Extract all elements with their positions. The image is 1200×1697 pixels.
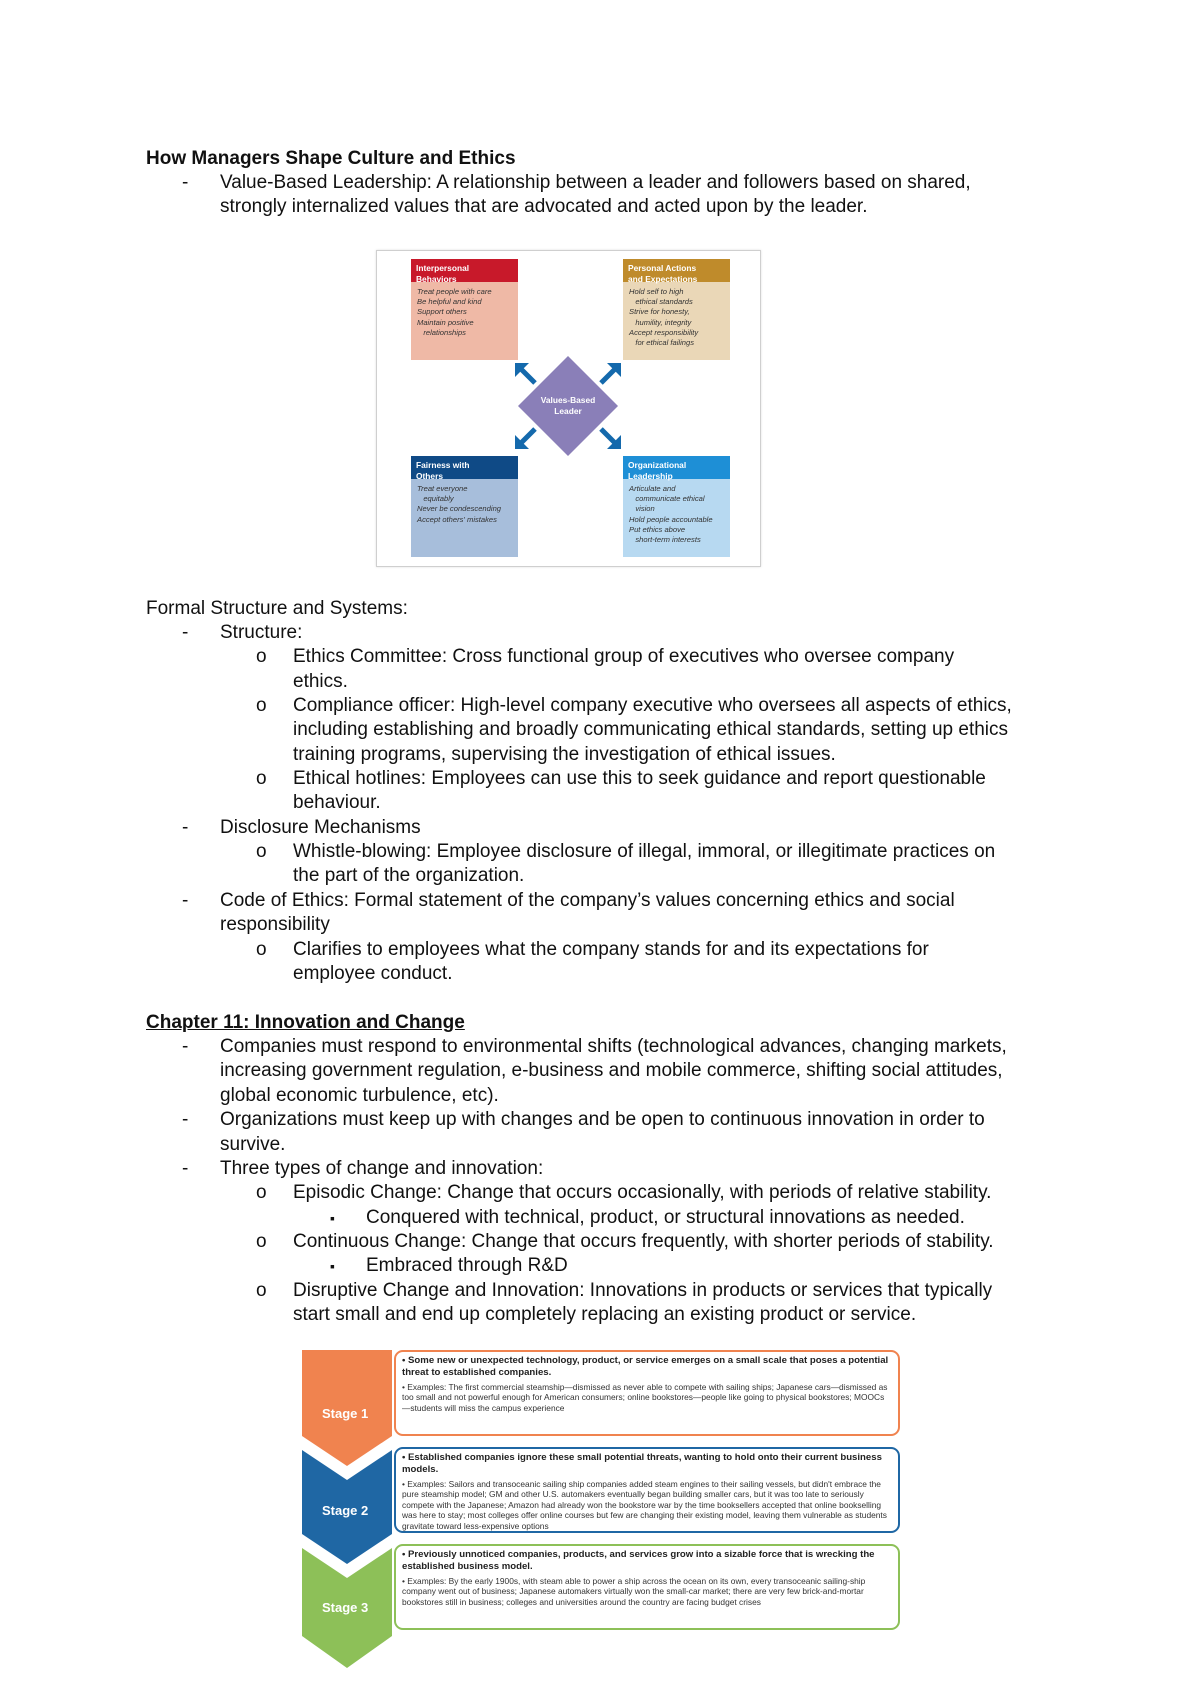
ethical-hotlines-line1: Ethical hotlines: Employees can use this to seek guidance and report questionable [293,768,986,789]
body-line: Treat people with care [417,287,492,296]
heading-line: Others [416,470,443,481]
stage-3-examples: • Examples: By the early 1900s, with steam able to power a ship across the ocean on its own, every transoceanic sailing-ship company went out of business; Japanese automakers virtually won the small-car market; there are very few brick-and-mortar bookstores still in business; colleges and universities around the country are facing budget crises [402,1576,866,1607]
clarifies-line1: Clarifies to employees what the company stands for and its expectations for [293,939,929,960]
compliance-officer-line3: training programs, supervising the investigation of ethical issues. [293,744,836,765]
whistle-blowing-line1: Whistle-blowing: Employee disclosure of illegal, immoral, or illegitimate practices on [293,841,996,862]
circle-bullet: o [256,768,267,789]
arrow-top-right-icon [601,363,621,383]
circle-bullet: o [256,1280,267,1301]
disclosure-mechanisms: Disclosure Mechanisms [220,817,421,838]
body-line: Never be condescending [417,504,502,514]
value-based-leadership-line2: strongly internalized values that are advocated and acted upon by the leader. [220,196,868,217]
ethical-hotlines-line2: behaviour. [293,792,381,813]
respond-shifts-line2: increasing government regulation, e-business and mobile commerce, shifting social attitudes, [220,1060,1003,1081]
ethics-committee-line2: ethics. [293,671,348,692]
body-line: Be helpful and kind [417,297,482,307]
body-line: short-term interests [629,535,701,545]
arrow-bottom-right-icon [601,429,621,449]
heading-line: and Expectations [628,273,698,284]
heading-line: Fairness with [416,460,470,470]
code-of-ethics-line2: responsibility [220,914,330,935]
body-line: communicate ethical [629,494,705,504]
body-line: Maintain positive [417,317,474,327]
three-types: Three types of change and innovation: [220,1158,544,1179]
dash-bullet: - [182,1036,189,1057]
body-line: ethical standards [629,297,693,307]
heading-line: Organizational [628,460,687,470]
circle-bullet: o [256,939,267,960]
stage-1-lead: • Some new or unexpected technology, product, or service emerges on a small scale that poses a potential threat to established companies. [402,1355,889,1378]
body-line: relationships [417,327,466,337]
stage-2-lead: • Established companies ignore these small potential threats, wanting to hold onto their current business models. [402,1452,882,1475]
respond-shifts-line3: global economic turbulence, etc). [220,1085,499,1106]
stage-3-box [394,1544,900,1630]
dash-bullet: - [182,890,189,911]
disruptive-stages-figure [300,1350,904,1670]
keep-up-line1: Organizations must keep up with changes and be open to continuous innovation in order to [220,1109,985,1130]
continuous-change: Continuous Change: Change that occurs frequently, with shorter periods of stability. [293,1231,994,1252]
formal-structure-heading: Formal Structure and Systems: [146,598,408,619]
circle-bullet: o [256,1231,267,1252]
square-bullet: ▪ [330,1210,335,1226]
episodic-sub: Conquered with technical, product, or structural innovations as needed. [366,1207,965,1228]
ethics-committee-line1: Ethics Committee: Cross functional group of executives who oversee company [293,646,955,667]
body-line: Hold self to high [629,287,684,296]
dash-bullet: - [182,172,189,193]
heading-line: Leadership [628,470,673,481]
dash-bullet: - [182,622,189,643]
arrow-bottom-left-icon [515,429,535,449]
body-line: Support others [417,307,467,317]
stage-3-label: Stage 3 [322,1600,369,1615]
body-line: Strive for honesty, [629,307,690,317]
disruptive-line1: Disruptive Change and Innovation: Innovations in products or services that typically [293,1280,993,1301]
body-line: for ethical failings [629,338,694,348]
circle-bullet: o [256,841,267,862]
body-line: Articulate and [629,484,676,493]
stage-2-box [394,1447,900,1533]
compliance-officer-line2: including establishing and broadly communicating ethical standards, setting up ethics [293,719,1009,740]
body-line: Accept responsibility [629,327,699,337]
heading-line: Personal Actions [628,263,697,273]
value-based-leadership-line1: Value-Based Leadership: A relationship between a leader and followers based on shared, [220,172,971,193]
code-of-ethics-line1: Code of Ethics: Formal statement of the company’s values concerning ethics and social [220,890,955,911]
episodic-change: Episodic Change: Change that occurs occasionally, with periods of relative stability. [293,1182,992,1203]
stage-1-label: Stage 1 [322,1406,369,1421]
stage-2-label: Stage 2 [322,1503,369,1518]
circle-bullet: o [256,1182,267,1203]
stage-1-box [394,1350,900,1436]
keep-up-line2: survive. [220,1134,286,1155]
stage-3-lead: • Previously unnoticed companies, products, and services grow into a sizable force that is wrecking the established business model. [402,1549,875,1572]
structure-item: Structure: [220,622,303,643]
stage-2-examples: • Examples: Sailors and transoceanic sailing ship companies added steam engines to their sailing vessels, but didn't embrace the pure steamship model; GM and other U.S. automakers eventually began building smaller cars, but it was too late to seriously compete with the Japanese; Amazon had already won the bookstore war by the time booksellers accepted that online bookselling was here to stay; most colleges offer online courses but few are changing their existing model, leaving them vulnerable as students gravitate toward less-expensive options [402,1479,887,1531]
circle-bullet: o [256,646,267,667]
dash-bullet: - [182,1158,189,1179]
body-line: Accept others' mistakes [417,514,497,524]
stage-1-examples: • Examples: The first commercial steamship—dismissed as never able to compete with sailing ships; Japanese cars—dismissed as too small and not powerful enough for American consumers; online bookstores—people like going to physical bookstores; MOOCs—students will miss the campus experience [402,1382,888,1413]
circle-bullet: o [256,695,267,716]
square-bullet: ▪ [330,1258,335,1274]
body-line: Treat everyone [417,484,468,493]
dash-bullet: - [182,817,189,838]
dash-bullet: - [182,1109,189,1130]
body-line: vision [629,504,655,514]
continuous-sub: Embraced through R&D [366,1255,568,1276]
heading-line: Behaviors [416,273,457,284]
respond-shifts-line1: Companies must respond to environmental shifts (technological advances, changing markets, [220,1036,1007,1057]
section-heading-culture-ethics: How Managers Shape Culture and Ethics [146,148,516,169]
arrow-top-left-icon [515,363,535,383]
compliance-officer-line1: Compliance officer: High-level company executive who oversees all aspects of ethics, [293,695,1012,716]
chapter-11-heading: Chapter 11: Innovation and Change [146,1012,465,1033]
heading-line: Interpersonal [416,263,470,273]
center-label-line1: Values-Based [540,395,596,405]
values-based-leader-figure [376,250,761,567]
whistle-blowing-line2: the part of the organization. [293,865,525,886]
body-line: equitably [417,494,454,504]
body-line: Put ethics above [629,524,686,534]
center-diagram [377,251,760,566]
center-label-line2: Leader [554,406,582,416]
body-line: humility, integrity [629,317,692,327]
body-line: Hold people accountable [629,514,713,524]
clarifies-line2: employee conduct. [293,963,453,984]
disruptive-line2: start small and end up completely replacing an existing product or service. [293,1304,917,1325]
